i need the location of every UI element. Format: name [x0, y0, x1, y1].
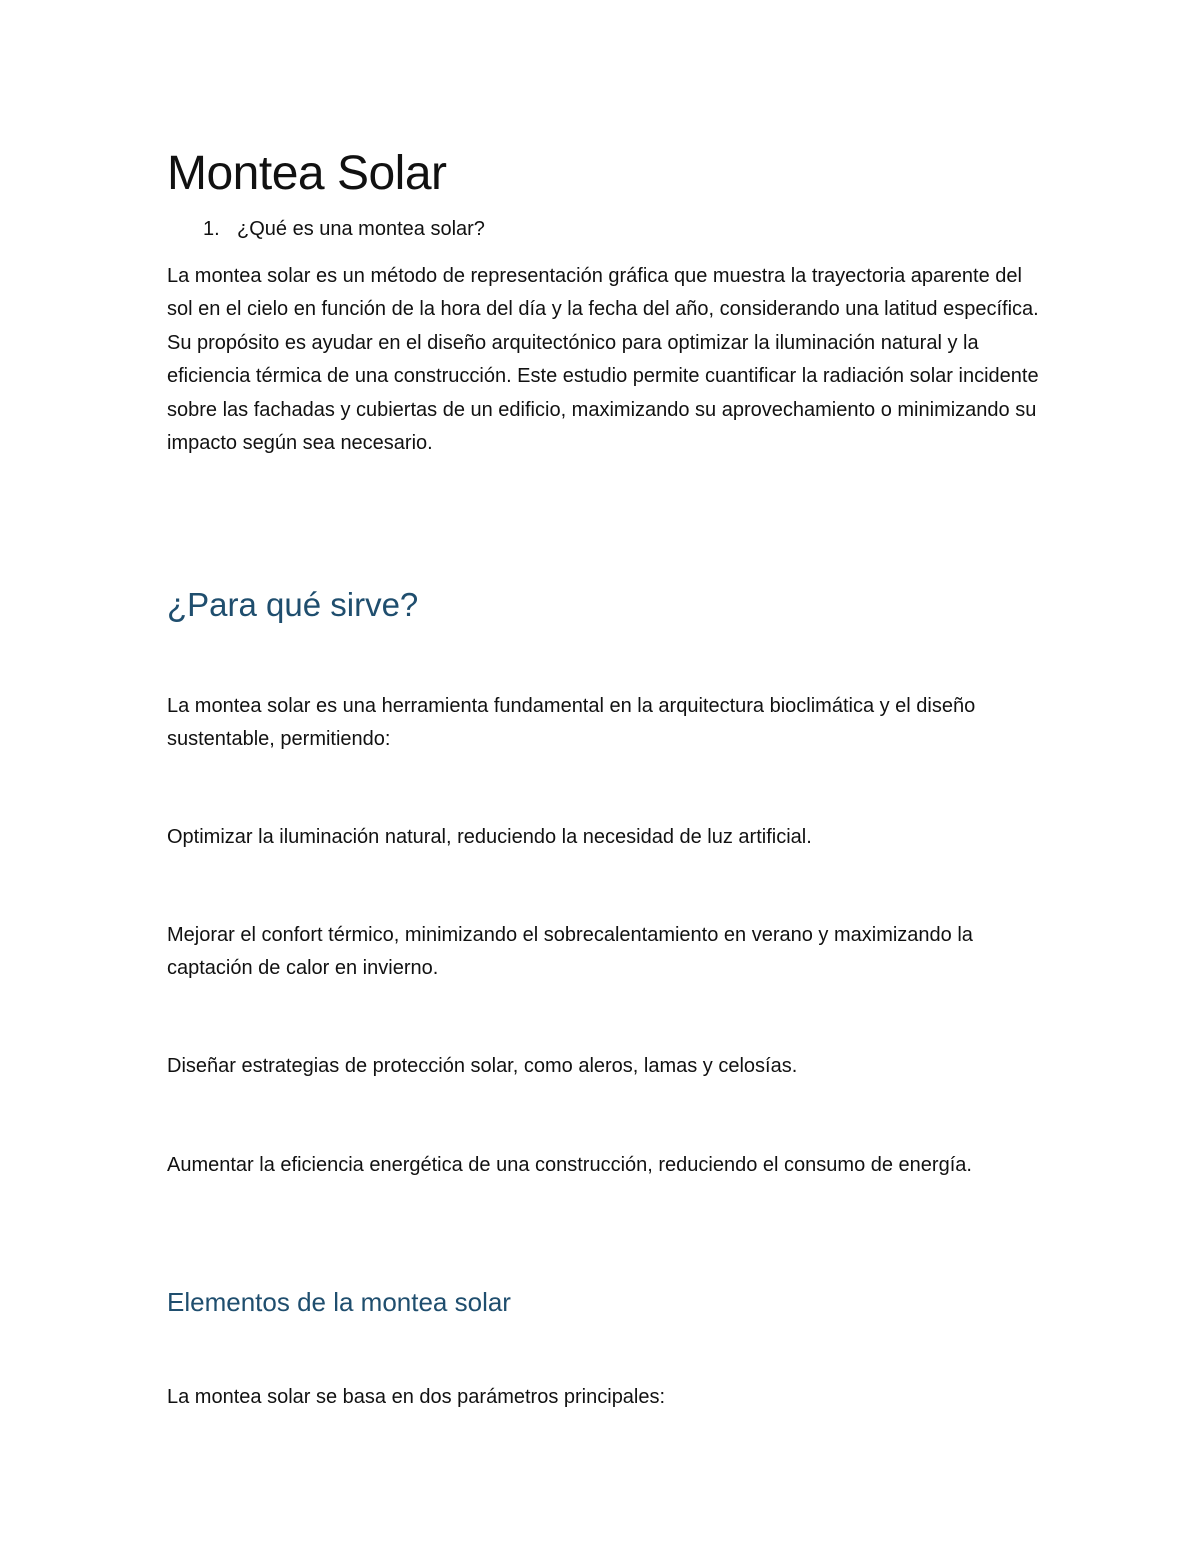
use-paragraph-lighting: Optimizar la iluminación natural, reduciendo la necesidad de luz artificial.	[167, 826, 812, 848]
section-heading: ¿Para qué sirve?	[167, 586, 419, 623]
subsection-intro-paragraph: La montea solar se basa en dos parámetros principales:	[167, 1386, 666, 1408]
intro-paragraph: La montea solar es un método de representación gráfica que muestra la trayectoria aparente del sol en el cielo en función de la hora del día y la fecha del año, considerando una latitud específica. Su propósito es ayudar en el diseño arquitectónico para optimizar la iluminación natural y la eficiencia térmica de una construcción. Este estudio permite cuantificar la radiación solar incidente sobre las fachadas y cubiertas de un edificio, maximizando su aprovechamiento o minimizando su impacto según sea necesario.	[167, 265, 1039, 455]
use-paragraph-protection: Diseñar estrategias de protección solar, como aleros, lamas y celosías.	[167, 1055, 798, 1077]
list-item	[203, 216, 485, 242]
list-item-number: 1.	[203, 218, 220, 240]
section-intro-paragraph: La montea solar es una herramienta fundamental en la arquitectura bioclimática y el diseño sustentable, permitiendo:	[167, 695, 976, 751]
use-paragraph-efficiency: Aumentar la eficiencia energética de una construcción, reduciendo el consumo de energía.	[167, 1154, 972, 1176]
list-item-text: ¿Qué es una montea solar?	[237, 218, 485, 240]
subsection-heading: Elementos de la montea solar	[167, 1287, 511, 1317]
use-paragraph-thermal: Mejorar el confort térmico, minimizando el sobrecalentamiento en verano y maximizando la captación de calor en invierno.	[167, 924, 973, 980]
document-title: Montea Solar	[167, 147, 447, 200]
